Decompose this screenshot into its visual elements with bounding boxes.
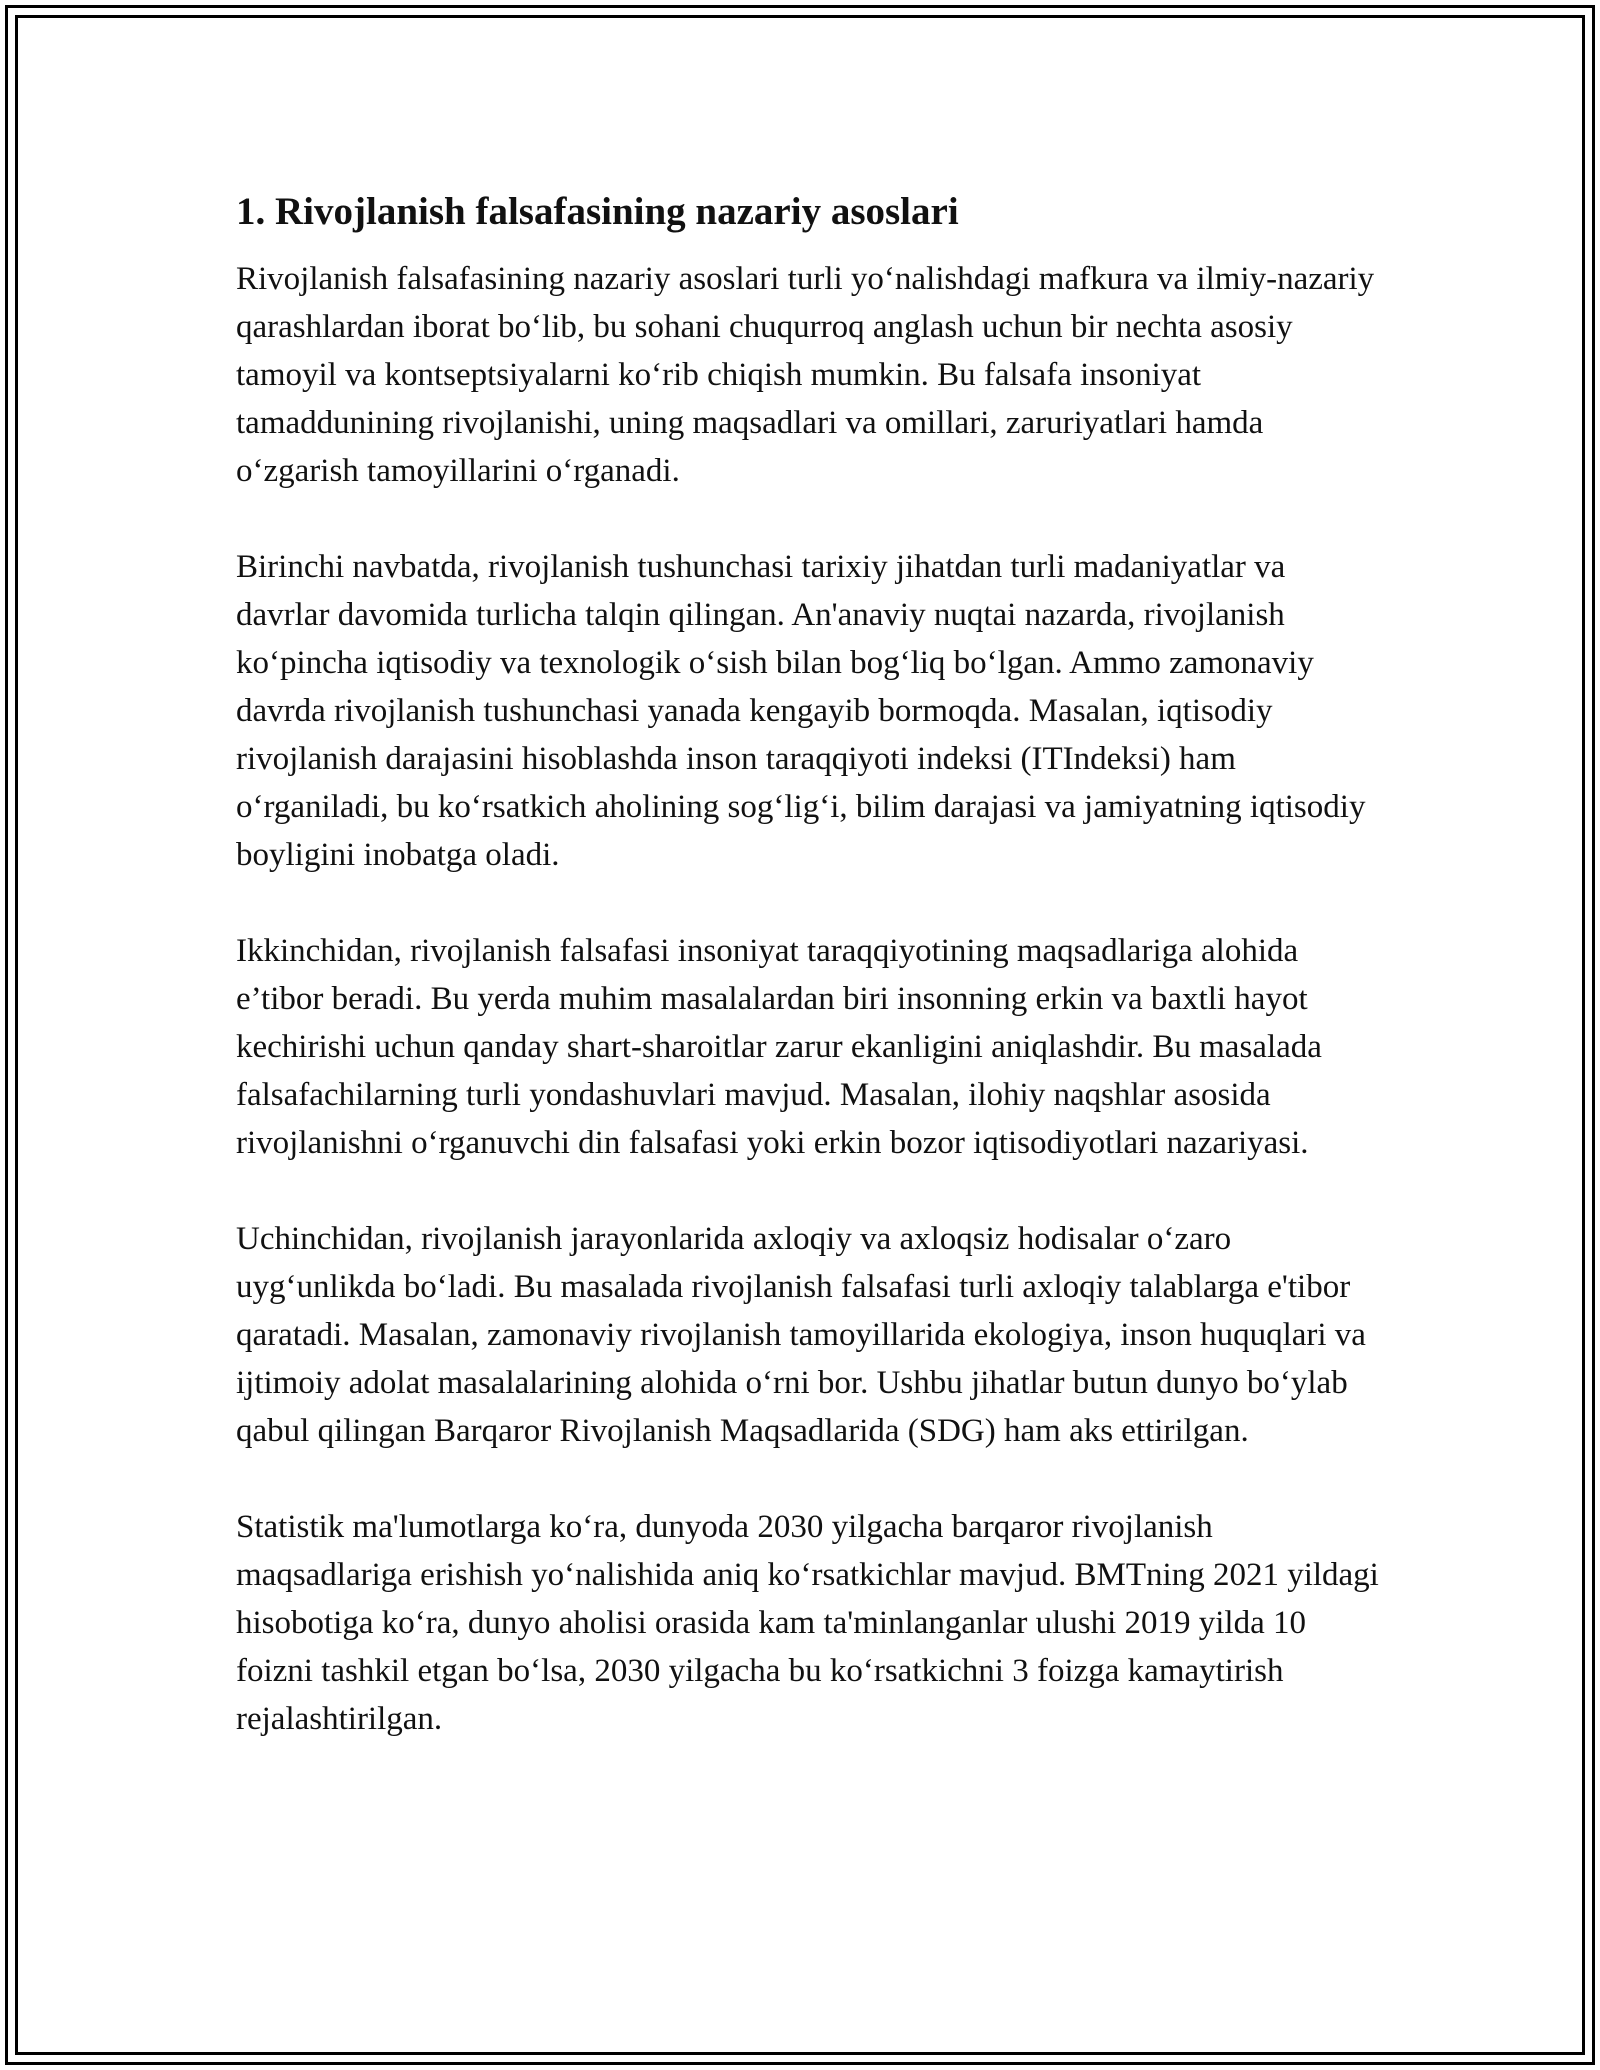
document-body	[236, 184, 1381, 1743]
paragraph-intro: Rivojlanish falsafasining nazariy asoslari turli yo‘nalishdagi mafkura va ilmiy-nazariy qarashlardan iborat bo‘lib, bu sohani chuqurroq anglash uchun bir nechta asosiy tamoyil va kontseptsiyalarni ko‘rib chiqish mumkin. Bu falsafa insoniyat tamaddunining rivojlanishi, uning maqsadlari va omillari, zaruriyatlari hamda o‘zgarish tamoyillarini o‘rganadi.	[236, 261, 1375, 489]
paragraph-second-point: Ikkinchidan, rivojlanish falsafasi insoniyat taraqqiyotining maqsadlariga alohida e’tibor beradi. Bu yerda muhim masalalardan biri insonning erkin va baxtli hayot kechirishi uchun qanday shart-sharoitlar zarur ekanligini aniqlashdir. Bu masalada falsafachilarning turli yondashuvlari mavjud. Masalan, ilohiy naqshlar asosida rivojlanishni o‘rganuvchi din falsafasi yoki erkin bozor iqtisodiyotlari nazariyasi.	[236, 933, 1322, 1161]
paragraph-first-point: Birinchi navbatda, rivojlanish tushunchasi tarixiy jihatdan turli madaniyatlar va davrlar davomida turlicha talqin qilingan. An'anaviy nuqtai nazarda, rivojlanish ko‘pincha iqtisodiy va texnologik o‘sish bilan bog‘liq bo‘lgan. Ammo zamonaviy davrda rivojlanish tushunchasi yanada kengayib bormoqda. Masalan, iqtisodiy rivojlanish darajasini hisoblashda inson taraqqiyoti indeksi (ITIndeksi) ham o‘rganiladi, bu ko‘rsatkich aholining sog‘lig‘i, bilim darajasi va jamiyatning iqtisodiy boyligini inobatga oladi.	[236, 549, 1366, 873]
paragraph-third-point: Uchinchidan, rivojlanish jarayonlarida axloqiy va axloqsiz hodisalar o‘zaro uyg‘unlikda bo‘ladi. Bu masalada rivojlanish falsafasi turli axloqiy talablarga e'tibor qaratadi. Masalan, zamonaviy rivojlanish tamoyillarida ekologiya, inson huquqlari va ijtimoiy adolat masalalarining alohida o‘rni bor. Ushbu jihatlar butun dunyo bo‘ylab qabul qilingan Barqaror Rivojlanish Maqsadlarida (SDG) ham aks ettirilgan.	[236, 1221, 1366, 1449]
paragraph-statistics: Statistik ma'lumotlarga ko‘ra, dunyoda 2030 yilgacha barqaror rivojlanish maqsadlariga erishish yo‘nalishida aniq ko‘rsatkichlar mavjud. BMTning 2021 yildagi hisobotiga ko‘ra, dunyo aholisi orasida kam ta'minlanganlar ulushi 2019 yilda 10 foizni tashkil etgan bo‘lsa, 2030 yilgacha bu ko‘rsatkichni 3 foizga kamaytirish rejalashtirilgan.	[236, 1509, 1379, 1737]
section-heading: 1. Rivojlanish falsafasining nazariy asoslari	[236, 190, 959, 233]
